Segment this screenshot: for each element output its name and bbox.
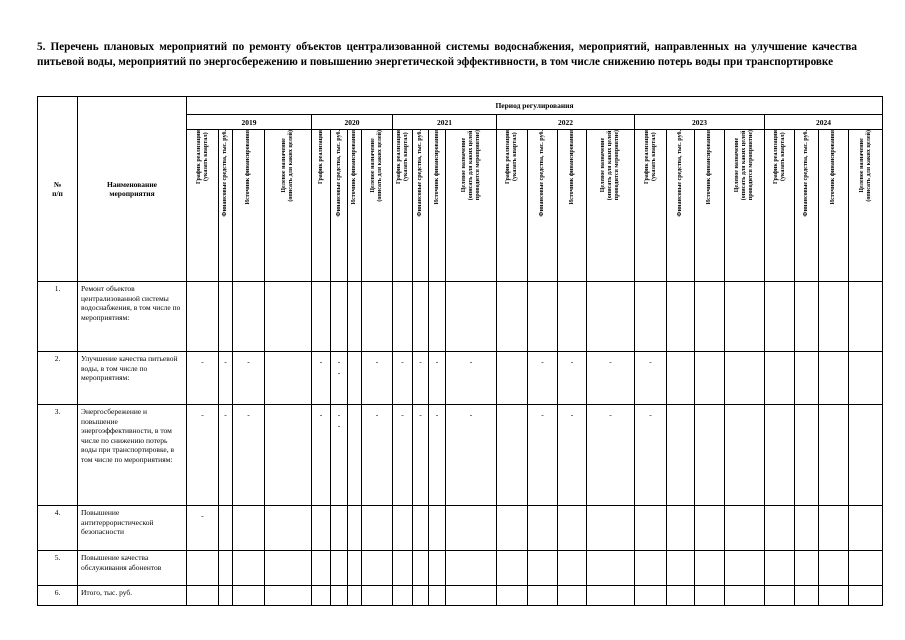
cell-dash: -: [570, 410, 574, 419]
data-cell: [528, 506, 558, 551]
row-name: Ремонт объектов централизованной системы водоснабжения, в том числе по мероприятиям:: [78, 282, 187, 352]
column-header-label: Источник финансирования: [830, 130, 836, 205]
data-cell: [695, 352, 725, 405]
data-cell: [233, 551, 265, 586]
data-cell: [587, 352, 635, 405]
cell-dash: -: [401, 357, 404, 366]
section-title: 5. Перечень плановых мероприятий по ремонту объектов централизованной системы водоснабжения, мероприятий, направленных на улучшение качества питьевой воды, мероприятий по энергосбережению и повышению энергетической эффективности, в том числе снижению потерь воды при транспортировке: [37, 41, 857, 68]
row-number: 3.: [38, 405, 78, 506]
column-header: [497, 130, 528, 282]
data-cell: [331, 506, 348, 551]
table-row: [38, 352, 883, 405]
data-cell: [429, 352, 446, 405]
data-cell: [348, 586, 362, 606]
data-cell: [528, 586, 558, 606]
data-cell: [331, 551, 348, 586]
data-cell: [725, 506, 765, 551]
cell-dash: -: [201, 410, 204, 419]
data-cell: [219, 352, 233, 405]
row-name: Повышение качества обслуживания абонентов: [78, 551, 187, 586]
column-header: [429, 130, 446, 282]
data-cell: [413, 586, 429, 606]
data-cell: [446, 586, 497, 606]
data-cell: [819, 506, 849, 551]
column-header-label: Целевое назначение (описать для каких целей проводится мероприятие): [460, 130, 481, 201]
data-cell: [233, 282, 265, 352]
cell-dash: -: [201, 357, 204, 366]
row-name: Итого, тыс. руб.: [78, 586, 187, 606]
data-cell: [667, 586, 695, 606]
data-cell: [446, 551, 497, 586]
data-cell: [528, 405, 558, 506]
data-cell: [795, 405, 819, 506]
data-cell: [265, 551, 312, 586]
column-header-label: График реализации (указать квартал): [505, 130, 518, 184]
row-name: Улучшение качества питьевой воды, в том числе по мероприятиям:: [78, 352, 187, 405]
data-cell: [362, 586, 393, 606]
data-cell: [795, 551, 819, 586]
year-2019: 2019: [187, 115, 312, 130]
data-cell: [393, 282, 413, 352]
column-header: [725, 130, 765, 282]
data-cell: [446, 405, 497, 506]
data-cell: [362, 551, 393, 586]
data-cell: [819, 551, 849, 586]
row-number: 2.: [38, 352, 78, 405]
data-cell: [725, 405, 765, 506]
column-header-label: Источник финансирования: [433, 130, 440, 205]
data-cell: [446, 352, 497, 405]
column-header-label: Целевое назначение (описать для каких целей проводится мероприятие): [600, 130, 620, 201]
column-header-label: Источник финансирования: [568, 130, 575, 205]
data-cell: [795, 586, 819, 606]
cell-dash: -: [224, 410, 227, 419]
data-cell: [765, 551, 795, 586]
data-cell: [667, 506, 695, 551]
cell-dash: -: [201, 511, 204, 520]
column-header-label: График реализации (указать квартал): [195, 130, 209, 184]
data-cell: [219, 551, 233, 586]
data-cell: [429, 506, 446, 551]
data-cell: [413, 551, 429, 586]
data-cell: [765, 282, 795, 352]
data-cell: [233, 586, 265, 606]
year-2022: 2022: [497, 115, 635, 130]
column-header-label: Финансовые средства, тыс. руб.: [222, 130, 228, 217]
data-cell: [558, 551, 587, 586]
data-cell: [429, 282, 446, 352]
data-cell: [849, 282, 883, 352]
data-cell: [695, 282, 725, 352]
cell-dash: -: [319, 410, 323, 419]
data-cell: [587, 586, 635, 606]
data-cell: [497, 405, 528, 506]
column-header: [528, 130, 558, 282]
column-header: [667, 130, 695, 282]
data-cell: [497, 506, 528, 551]
data-cell: [312, 586, 331, 606]
data-cell: [393, 506, 413, 551]
data-cell: [528, 282, 558, 352]
cell-dash: -: [541, 410, 544, 419]
row-name: Энергосбережение и повышение энергоэффективности, в том числе по снижению потерь воды при транспортировке, в том числе по мероприятиям:: [78, 405, 187, 506]
column-header: [795, 130, 819, 282]
data-cell: [819, 282, 849, 352]
cell-dash: -: [435, 410, 439, 419]
data-cell: [265, 352, 312, 405]
data-cell: [265, 405, 312, 506]
data-cell: [187, 352, 219, 405]
data-cell: [219, 405, 233, 506]
cell-dash: -: [247, 410, 250, 419]
column-header: [558, 130, 587, 282]
cell-dash: -: [337, 421, 341, 430]
data-cell: [429, 586, 446, 606]
data-cell: [587, 506, 635, 551]
data-cell: [725, 586, 765, 606]
data-cell: [265, 586, 312, 606]
column-header: [635, 130, 667, 282]
data-cell: [312, 405, 331, 506]
data-cell: [765, 405, 795, 506]
data-cell: [849, 506, 883, 551]
header-period: Период регулирования: [187, 97, 883, 115]
cell-dash: -: [401, 410, 404, 419]
row-number: 6.: [38, 586, 78, 606]
data-cell: [849, 405, 883, 506]
year-2023: 2023: [635, 115, 765, 130]
cell-dash: -: [570, 357, 574, 366]
table-row: [38, 506, 883, 551]
data-cell: [331, 282, 348, 352]
column-header: [187, 130, 219, 282]
header-num: № п/п: [38, 97, 78, 282]
data-cell: [497, 282, 528, 352]
column-header: [312, 130, 331, 282]
data-cell: [587, 551, 635, 586]
data-cell: [497, 352, 528, 405]
data-cell: [795, 506, 819, 551]
cell-dash: -: [469, 357, 473, 366]
data-cell: [795, 352, 819, 405]
column-header: [233, 130, 265, 282]
data-cell: [187, 405, 219, 506]
data-cell: [233, 405, 265, 506]
data-cell: [695, 586, 725, 606]
column-header: [819, 130, 849, 282]
data-cell: [528, 551, 558, 586]
data-cell: [348, 352, 362, 405]
column-header: [348, 130, 362, 282]
cell-dash: -: [375, 410, 379, 419]
column-header-label: Целевое назначение (описать для каких целей): [858, 130, 872, 202]
cell-dash: -: [419, 410, 422, 419]
data-cell: [312, 551, 331, 586]
data-cell: [528, 352, 558, 405]
data-cell: [393, 586, 413, 606]
data-cell: [497, 551, 528, 586]
data-cell: [819, 352, 849, 405]
data-cell: [187, 506, 219, 551]
column-header-label: Источник финансирования: [706, 130, 712, 205]
data-cell: [348, 405, 362, 506]
data-cell: [187, 586, 219, 606]
data-cell: [635, 405, 667, 506]
cell-dash: -: [609, 357, 612, 366]
column-header-label: Финансовые средства, тыс. руб.: [539, 130, 545, 217]
data-cell: [725, 352, 765, 405]
column-header-label: Источник финансирования: [351, 130, 357, 205]
data-cell: [393, 551, 413, 586]
data-cell: [849, 551, 883, 586]
data-cell: [362, 282, 393, 352]
column-header-label: Финансовые средства, тыс. руб.: [335, 130, 342, 217]
column-header-label: Финансовые средства, тыс. руб.: [803, 130, 809, 217]
data-cell: [819, 586, 849, 606]
column-header: [265, 130, 312, 282]
data-cell: [331, 352, 348, 405]
data-cell: [219, 586, 233, 606]
table-row: [38, 405, 883, 506]
row-name: Повышение антитеррористической безопасности: [78, 506, 187, 551]
data-cell: [413, 506, 429, 551]
data-cell: [558, 405, 587, 506]
data-cell: [635, 586, 667, 606]
data-cell: [362, 405, 393, 506]
data-cell: [429, 405, 446, 506]
data-cell: [725, 551, 765, 586]
data-cell: [219, 506, 233, 551]
column-header-label: Финансовые средства, тыс. руб.: [417, 130, 423, 217]
cell-dash: -: [319, 357, 323, 366]
data-cell: [695, 551, 725, 586]
data-cell: [413, 405, 429, 506]
cell-dash: -: [337, 368, 341, 377]
data-cell: [348, 506, 362, 551]
data-cell: [312, 506, 331, 551]
data-cell: [819, 405, 849, 506]
data-cell: [667, 405, 695, 506]
data-cell: [725, 282, 765, 352]
cell-dash: -: [469, 410, 473, 419]
cell-dash: -: [609, 410, 612, 419]
data-cell: [265, 282, 312, 352]
data-cell: [635, 282, 667, 352]
table-row: [38, 586, 883, 606]
data-cell: [446, 282, 497, 352]
data-cell: [667, 352, 695, 405]
column-header: [331, 130, 348, 282]
year-2020: 2020: [312, 115, 393, 130]
data-cell: [187, 282, 219, 352]
column-header-label: График реализации (указать квартал): [395, 130, 409, 184]
data-cell: [667, 551, 695, 586]
table-row: [38, 551, 883, 586]
cell-dash: -: [337, 410, 341, 419]
year-2024: 2024: [765, 115, 883, 130]
data-cell: [695, 405, 725, 506]
year-2021: 2021: [393, 115, 497, 130]
table-row: [38, 282, 883, 352]
data-cell: [558, 352, 587, 405]
cell-dash: -: [435, 357, 439, 366]
column-header: [413, 130, 429, 282]
data-cell: [849, 352, 883, 405]
data-cell: [187, 551, 219, 586]
data-cell: [635, 551, 667, 586]
data-cell: [348, 282, 362, 352]
cell-dash: -: [419, 357, 422, 366]
data-cell: [393, 405, 413, 506]
data-cell: [849, 586, 883, 606]
column-header: [695, 130, 725, 282]
data-cell: [765, 352, 795, 405]
row-number: 5.: [38, 551, 78, 586]
column-header: [765, 130, 795, 282]
data-cell: [497, 586, 528, 606]
cell-dash: -: [224, 357, 227, 366]
data-cell: [312, 282, 331, 352]
cell-dash: -: [247, 357, 250, 366]
data-cell: [635, 352, 667, 405]
column-header-label: Источник финансирования: [245, 130, 251, 205]
plan-table: [37, 96, 883, 606]
column-header-label: Финансовые средства, тыс. руб.: [677, 130, 683, 217]
data-cell: [331, 405, 348, 506]
column-header: [849, 130, 883, 282]
row-number: 1.: [38, 282, 78, 352]
data-cell: [362, 352, 393, 405]
data-cell: [233, 352, 265, 405]
column-header-label: График реализации (указать квартал): [643, 130, 657, 184]
column-header: [446, 130, 497, 282]
data-cell: [587, 405, 635, 506]
data-cell: [558, 506, 587, 551]
cell-dash: -: [337, 357, 341, 366]
data-cell: [667, 282, 695, 352]
data-cell: [429, 551, 446, 586]
data-cell: [446, 506, 497, 551]
header-name: Наименование мероприятия: [78, 97, 187, 282]
row-number: 4.: [38, 506, 78, 551]
column-header-label: Целевое назначение (описать для каких целей): [281, 130, 294, 202]
column-header-label: График реализации: [317, 130, 324, 184]
column-header: [587, 130, 635, 282]
data-cell: [393, 352, 413, 405]
cell-dash: -: [541, 357, 544, 366]
data-cell: [413, 352, 429, 405]
column-header-label: Целевое назначение (описать для каких целей проводится мероприятие): [734, 130, 754, 201]
cell-dash: -: [649, 357, 652, 366]
data-cell: [413, 282, 429, 352]
column-header: [393, 130, 413, 282]
data-cell: [265, 506, 312, 551]
data-cell: [635, 506, 667, 551]
data-cell: [765, 506, 795, 551]
data-cell: [695, 506, 725, 551]
data-cell: [765, 586, 795, 606]
data-cell: [362, 506, 393, 551]
data-cell: [312, 352, 331, 405]
column-header: [219, 130, 233, 282]
column-header: [362, 130, 393, 282]
column-header-label: Целевое назначение (описать для каких целей): [370, 130, 383, 202]
data-cell: [795, 282, 819, 352]
data-cell: [587, 282, 635, 352]
cell-dash: -: [649, 410, 652, 419]
data-cell: [331, 586, 348, 606]
data-cell: [558, 282, 587, 352]
data-cell: [348, 551, 362, 586]
data-cell: [219, 282, 233, 352]
column-header-label: График реализации (указать квартал): [772, 130, 786, 184]
data-cell: [233, 506, 265, 551]
cell-dash: -: [375, 357, 379, 366]
data-cell: [558, 586, 587, 606]
